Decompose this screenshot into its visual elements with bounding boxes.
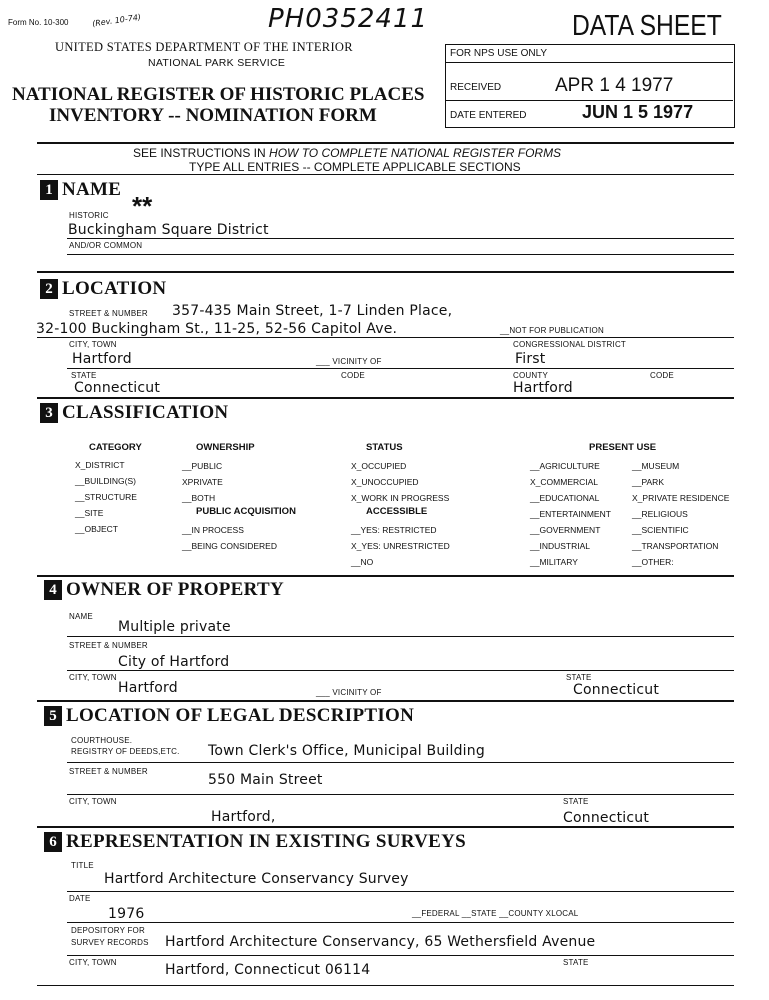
not-for-publication: __NOT FOR PUBLICATION xyxy=(500,326,604,335)
section-3-number: 3 xyxy=(40,403,58,423)
form-title-line2: INVENTORY -- NOMINATION FORM xyxy=(49,105,377,126)
accessible-option[interactable]: __NO xyxy=(351,557,374,567)
category-option[interactable]: __OBJECT xyxy=(75,524,118,534)
section-2-number: 2 xyxy=(40,279,58,299)
owner-state-label: STATE xyxy=(566,673,592,682)
ownership-option[interactable]: __BOTH xyxy=(182,493,216,503)
congressional-value: First xyxy=(515,351,546,367)
form-number: Form No. 10-300 xyxy=(8,18,69,27)
status-heading: STATUS xyxy=(366,442,403,453)
present-use-heading: PRESENT USE xyxy=(589,442,657,453)
received-date: APR 1 4 1977 xyxy=(555,75,674,96)
revision-note: (Rev. 10-74) xyxy=(91,12,142,29)
section-2-title: LOCATION xyxy=(62,278,167,299)
present-use-option[interactable]: __MUSEUM xyxy=(632,461,680,471)
instructions-line1: SEE INSTRUCTIONS IN HOW TO COMPLETE NATIONAL REGISTER FORMS xyxy=(133,146,562,160)
section-6-number: 6 xyxy=(44,832,62,852)
city-label: CITY, TOWN xyxy=(69,340,117,349)
category-option[interactable]: X_DISTRICT xyxy=(75,460,125,470)
status-option[interactable]: X_OCCUPIED xyxy=(351,461,407,471)
section-6-title: REPRESENTATION IN EXISTING SURVEYS xyxy=(66,831,467,852)
ownership-heading: OWNERSHIP xyxy=(196,442,255,453)
received-label: RECEIVED xyxy=(450,82,502,93)
date-entered-value: JUN 1 5 1977 xyxy=(582,102,694,122)
depository-value: Hartford Architecture Conservancy, 65 Wethersfield Avenue xyxy=(165,934,596,950)
category-option[interactable]: __STRUCTURE xyxy=(75,492,137,502)
nps-use-only-label: FOR NPS USE ONLY xyxy=(450,48,548,59)
present-use-option[interactable]: __RELIGIOUS xyxy=(632,509,688,519)
status-option[interactable]: X_WORK IN PROGRESS xyxy=(351,493,450,503)
present-use-option[interactable]: __OTHER: xyxy=(632,557,674,567)
instructions-line2: TYPE ALL ENTRIES -- COMPLETE APPLICABLE SECTIONS xyxy=(189,160,521,174)
courthouse-value: Town Clerk's Office, Municipal Building xyxy=(208,743,485,759)
depository-label: DEPOSITORY FOR xyxy=(71,926,145,935)
survey-date-value: 1976 xyxy=(108,906,145,922)
accessible-option[interactable]: X_YES: UNRESTRICTED xyxy=(351,541,450,551)
state-label: STATE xyxy=(71,371,97,380)
accessible-heading: ACCESSIBLE xyxy=(366,506,428,517)
legal-state-value: Connecticut xyxy=(563,810,650,826)
section-5-number: 5 xyxy=(44,706,62,726)
county-code-label: CODE xyxy=(650,371,674,380)
street-label: STREET & NUMBER xyxy=(69,309,148,318)
data-sheet-title: DATA SHEET xyxy=(572,10,722,42)
state-code-label: CODE xyxy=(341,371,365,380)
department-name: UNITED STATES DEPARTMENT OF THE INTERIOR xyxy=(55,40,353,54)
survey-title-label: TITLE xyxy=(71,861,94,870)
congressional-label: CONGRESSIONAL DISTRICT xyxy=(513,340,627,349)
acquisition-option[interactable]: __BEING CONSIDERED xyxy=(182,541,277,551)
survey-city-value: Hartford, Connecticut 06114 xyxy=(165,962,371,978)
owner-city-value: Hartford xyxy=(118,680,178,696)
courthouse-label: COURTHOUSE. xyxy=(71,736,133,745)
date-entered-label: DATE ENTERED xyxy=(450,110,527,121)
category-option[interactable]: __SITE xyxy=(75,508,104,518)
accessible-option[interactable]: __YES: RESTRICTED xyxy=(351,525,437,535)
section-1-number: 1 xyxy=(40,180,58,200)
present-use-option[interactable]: __GOVERNMENT xyxy=(530,525,601,535)
present-use-option[interactable]: X_PRIVATE RESIDENCE xyxy=(632,493,730,503)
category-option[interactable]: __BUILDING(S) xyxy=(75,476,136,486)
vicinity-of: ___ VICINITY OF xyxy=(316,357,382,366)
legal-street-label: STREET & NUMBER xyxy=(69,767,148,776)
survey-city-label: CITY, TOWN xyxy=(69,958,117,967)
present-use-option[interactable]: __PARK xyxy=(632,477,664,487)
state-value: Connecticut xyxy=(74,380,161,396)
survey-state-label: STATE xyxy=(563,958,589,967)
present-use-option[interactable]: __TRANSPORTATION xyxy=(632,541,719,551)
owner-name-label: NAME xyxy=(69,612,93,621)
owner-city-label: CITY, TOWN xyxy=(69,673,117,682)
service-name: NATIONAL PARK SERVICE xyxy=(148,57,286,69)
section-5-title: LOCATION OF LEGAL DESCRIPTION xyxy=(66,705,415,726)
historic-label: HISTORIC xyxy=(69,211,109,220)
survey-records-label: SURVEY RECORDS xyxy=(71,938,149,947)
acquisition-option[interactable]: __IN PROCESS xyxy=(182,525,244,535)
present-use-option[interactable]: __AGRICULTURE xyxy=(530,461,600,471)
present-use-option[interactable]: __EDUCATIONAL xyxy=(530,493,600,503)
present-use-option[interactable]: X_COMMERCIAL xyxy=(530,477,599,487)
survey-title-value: Hartford Architecture Conservancy Survey xyxy=(104,871,409,887)
legal-city-label: CITY, TOWN xyxy=(69,797,117,806)
section-1-title: NAME xyxy=(62,179,122,200)
legal-street-value: 550 Main Street xyxy=(208,772,323,788)
owner-street-value: City of Hartford xyxy=(118,654,230,670)
street-line2: 32-100 Buckingham St., 11-25, 52-56 Capitol Ave. xyxy=(36,321,398,337)
present-use-option[interactable]: __MILITARY xyxy=(530,557,578,567)
street-line1: 357-435 Main Street, 1-7 Linden Place, xyxy=(172,303,453,319)
common-name-label: AND/OR COMMON xyxy=(69,241,143,250)
survey-date-label: DATE xyxy=(69,894,91,903)
ownership-option[interactable]: XPRIVATE xyxy=(182,477,223,487)
legal-city-value: Hartford, xyxy=(211,809,276,825)
section-3-title: CLASSIFICATION xyxy=(62,402,229,423)
legal-state-label: STATE xyxy=(563,797,589,806)
county-label: COUNTY xyxy=(513,371,548,380)
status-option[interactable]: X_UNOCCUPIED xyxy=(351,477,419,487)
public-acquisition-heading: PUBLIC ACQUISITION xyxy=(196,506,296,517)
owner-vicinity: ___ VICINITY OF xyxy=(316,688,382,697)
owner-name-value: Multiple private xyxy=(118,619,231,635)
survey-level: __FEDERAL __STATE __COUNTY XLOCAL xyxy=(412,909,579,918)
owner-street-label: STREET & NUMBER xyxy=(69,641,148,650)
category-heading: CATEGORY xyxy=(89,442,142,453)
city-value: Hartford xyxy=(72,351,132,367)
present-use-option[interactable]: __SCIENTIFIC xyxy=(632,525,689,535)
present-use-option[interactable]: __ENTERTAINMENT xyxy=(530,509,611,519)
form-title-line1: NATIONAL REGISTER OF HISTORIC PLACES xyxy=(12,84,425,105)
present-use-option[interactable]: __INDUSTRIAL xyxy=(530,541,591,551)
owner-state-value: Connecticut xyxy=(573,682,660,698)
ownership-option[interactable]: __PUBLIC xyxy=(182,461,223,471)
historic-name-value: Buckingham Square District xyxy=(68,222,269,238)
section-4-number: 4 xyxy=(44,580,62,600)
historic-mark: ** xyxy=(132,191,153,221)
county-value: Hartford xyxy=(513,380,573,396)
section-4-title: OWNER OF PROPERTY xyxy=(66,579,285,600)
registry-label: REGISTRY OF DEEDS,ETC. xyxy=(71,747,180,756)
reference-number: PH0352411 xyxy=(268,4,429,34)
